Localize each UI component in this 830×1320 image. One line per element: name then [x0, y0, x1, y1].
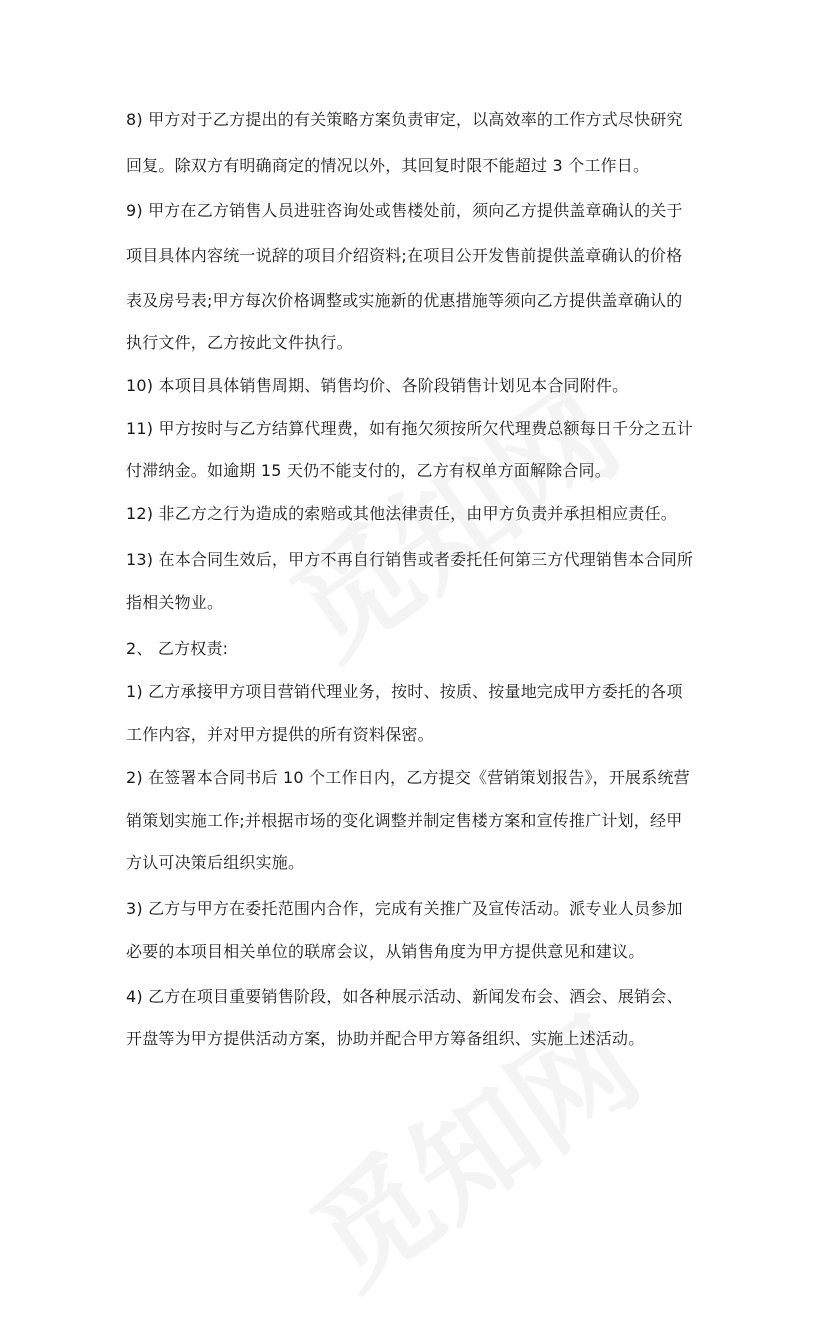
- text-line: 付滞纳金。如逾期 15 天仍不能支付的，乙方有权单方面解除合同。: [126, 461, 611, 480]
- text-line: 4) 乙方在项目重要销售阶段，如各种展示活动、新闻发布会、酒会、展销会、: [126, 987, 683, 1006]
- watermark: [273, 972, 667, 1319]
- text-line: 回复。除双方有明确商定的情况以外，其回复时限不能超过 3 个工作日。: [126, 156, 650, 175]
- text-line: 指相关物业。: [126, 593, 224, 612]
- text-line: 3) 乙方与甲方在委托范围内合作，完成有关推广及宣传活动。派专业人员参加: [126, 899, 683, 918]
- text-line: 表及房号表;甲方每次价格调整或实施新的优惠措施等须向乙方提供盖章确认的: [126, 291, 683, 310]
- text-line: 9) 甲方在乙方销售人员进驻咨询处或售楼处前，须向乙方提供盖章确认的关于: [126, 201, 683, 220]
- text-line: 10) 本项目具体销售周期、销售均价、各阶段销售计划见本合同附件。: [126, 376, 629, 395]
- text-line: 2、 乙方权责:: [126, 639, 229, 658]
- text-line: 13) 在本合同生效后，甲方不再自行销售或者委托任何第三方代理销售本合同所: [126, 550, 694, 569]
- text-line: 8) 甲方对于乙方提出的有关策略方案负责审定，以高效率的工作方式尽快研究: [126, 110, 683, 129]
- text-line: 11) 甲方按时与乙方结算代理费，如有拖欠须按所欠代理费总额每日千分之五计: [126, 419, 694, 438]
- text-line: 执行文件，乙方按此文件执行。: [126, 333, 353, 352]
- text-line: 必要的本项目相关单位的联席会议，从销售角度为甲方提供意见和建议。: [126, 942, 645, 961]
- text-line: 项目具体内容统一说辞的项目介绍资料;在项目公开发售前提供盖章确认的价格: [126, 246, 683, 265]
- text-line: 1) 乙方承接甲方项目营销代理业务，按时、按质、按量地完成甲方委托的各项: [126, 682, 683, 701]
- text-line: 方认可决策后组织实施。: [126, 853, 305, 872]
- text-line: 2) 在签署本合同书后 10 个工作日内，乙方提交《营销策划报告》，开展系统营: [126, 768, 690, 787]
- text-line: 工作内容，并对甲方提供的所有资料保密。: [126, 725, 434, 744]
- text-line: 12) 非乙方之行为造成的索赔或其他法律责任，由甲方负责并承担相应责任。: [126, 504, 677, 523]
- text-line: 销策划实施工作;并根据市场的变化调整并制定售楼方案和宣传推广计划，经甲: [126, 811, 683, 830]
- text-line: 开盘等为甲方提供活动方案，协助并配合甲方筹备组织、实施上述活动。: [126, 1029, 645, 1048]
